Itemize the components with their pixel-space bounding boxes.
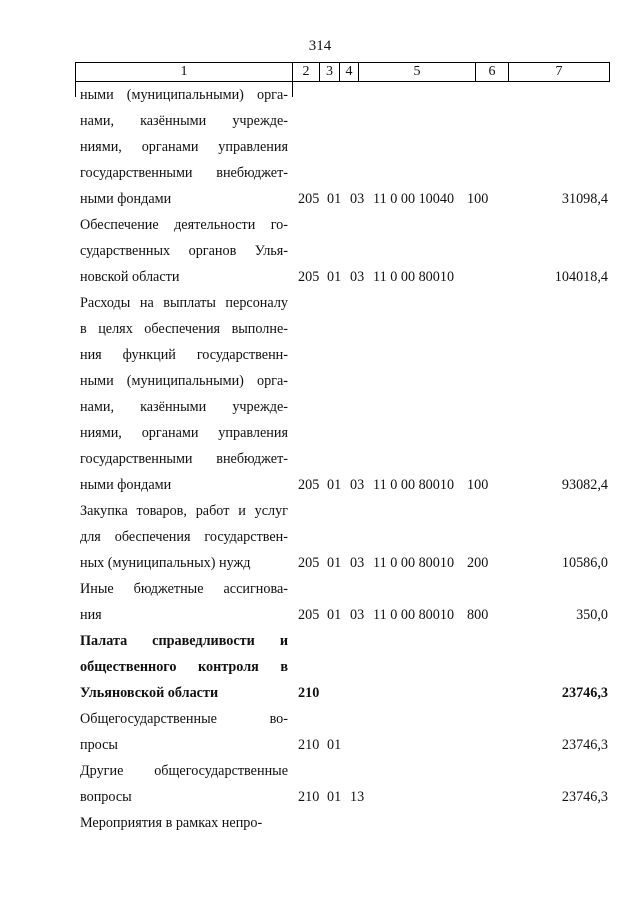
row-admin-code: 205	[298, 555, 320, 571]
table-row	[0, 576, 640, 628]
row-description-line: государственными внебюджет-	[80, 451, 288, 467]
row-section-code: 01	[327, 269, 342, 285]
row-amount: 23746,3	[561, 685, 608, 701]
row-description-line: ниями, органами управления	[80, 139, 288, 155]
row-amount: 10586,0	[561, 555, 608, 571]
row-description-line: в целях обеспечения выполне-	[80, 321, 288, 337]
budget-table-body	[0, 82, 640, 836]
row-admin-code: 210	[298, 737, 320, 753]
table-row	[0, 706, 640, 758]
row-target-article: 11 0 00 80010	[373, 607, 455, 623]
row-subsection-code: 03	[350, 269, 365, 285]
row-amount: 23746,3	[561, 737, 608, 753]
table-row	[0, 212, 640, 290]
row-description-line: просы	[80, 737, 118, 753]
row-admin-code: 205	[298, 607, 320, 623]
row-description-line: нами, казёнными учрежде-	[80, 399, 288, 415]
row-subsection-code: 03	[350, 555, 365, 571]
row-description-line: ными (муниципальными) орга-	[80, 373, 288, 389]
row-description-line: Палата справедливости и	[80, 633, 288, 649]
table-row	[0, 758, 640, 810]
row-description-line: нами, казёнными учрежде-	[80, 113, 288, 129]
row-description-line: вопросы	[80, 789, 132, 805]
row-expense-type: 100	[467, 477, 489, 493]
row-description-line: Иные бюджетные ассигнова-	[80, 581, 288, 597]
header-col-7: 7	[555, 64, 563, 79]
row-description-line: сударственных органов Улья-	[80, 243, 288, 259]
row-description-line: ных (муниципальных) нужд	[80, 555, 251, 571]
row-target-article: 11 0 00 80010	[373, 555, 455, 571]
row-amount: 104018,4	[554, 269, 608, 285]
table-row	[0, 82, 640, 212]
row-section-code: 01	[327, 789, 342, 805]
table-row	[0, 810, 640, 836]
header-col-4: 4	[340, 63, 359, 81]
row-description-line: Другие общегосударственные	[80, 763, 288, 779]
table-row	[0, 628, 640, 706]
row-description-line: Расходы на выплаты персоналу	[80, 295, 288, 311]
header-col-2: 2	[293, 63, 320, 81]
row-amount: 23746,3	[561, 789, 608, 805]
row-section-code: 01	[327, 191, 342, 207]
row-admin-code: 205	[298, 269, 320, 285]
row-amount: 350,0	[576, 607, 608, 623]
row-admin-code: 205	[298, 191, 320, 207]
row-expense-type: 200	[467, 555, 489, 571]
row-subsection-code: 13	[350, 789, 365, 805]
row-description-line: ными фондами	[80, 191, 172, 207]
table-header	[75, 62, 610, 82]
page-number: 314	[308, 38, 332, 54]
header-col-3: 3	[320, 63, 340, 81]
row-description-line: новской области	[80, 269, 180, 285]
row-target-article: 11 0 00 80010	[373, 269, 455, 285]
row-amount: 31098,4	[561, 191, 608, 207]
row-admin-code: 210	[298, 685, 320, 701]
row-description-line: Закупка товаров, работ и услуг	[80, 503, 288, 519]
row-subsection-code: 03	[350, 191, 365, 207]
row-subsection-code: 03	[350, 477, 365, 493]
row-description-line: Общегосударственные во-	[80, 711, 288, 727]
row-description-line: для обеспечения государствен-	[80, 529, 288, 545]
row-expense-type: 100	[467, 191, 489, 207]
row-target-article: 11 0 00 80010	[373, 477, 455, 493]
row-target-article: 11 0 00 10040	[373, 191, 455, 207]
table-row	[0, 498, 640, 576]
row-section-code: 01	[327, 607, 342, 623]
row-description-line: ными фондами	[80, 477, 172, 493]
header-col-6: 6	[476, 63, 509, 81]
row-expense-type: 800	[467, 607, 489, 623]
row-description-line: ния	[80, 607, 102, 623]
header-col-1: 1	[76, 63, 293, 81]
header-col-5: 5	[359, 63, 476, 81]
row-admin-code: 205	[298, 477, 320, 493]
row-description-line: государственными внебюджет-	[80, 165, 288, 181]
row-description-line: ными (муниципальными) орга-	[80, 87, 288, 103]
row-description-line: Мероприятия в рамках непро-	[80, 815, 263, 831]
row-description-line: Обеспечение деятельности го-	[80, 217, 288, 233]
row-amount: 93082,4	[561, 477, 608, 493]
row-description-line: общественного контроля в	[80, 659, 288, 675]
row-description-line: Ульяновской области	[80, 685, 219, 701]
row-description-line: ния функций государственн-	[80, 347, 288, 363]
row-section-code: 01	[327, 737, 342, 753]
row-subsection-code: 03	[350, 607, 365, 623]
row-section-code: 01	[327, 555, 342, 571]
row-admin-code: 210	[298, 789, 320, 805]
row-description-line: ниями, органами управления	[80, 425, 288, 441]
table-row	[0, 290, 640, 498]
row-section-code: 01	[327, 477, 342, 493]
